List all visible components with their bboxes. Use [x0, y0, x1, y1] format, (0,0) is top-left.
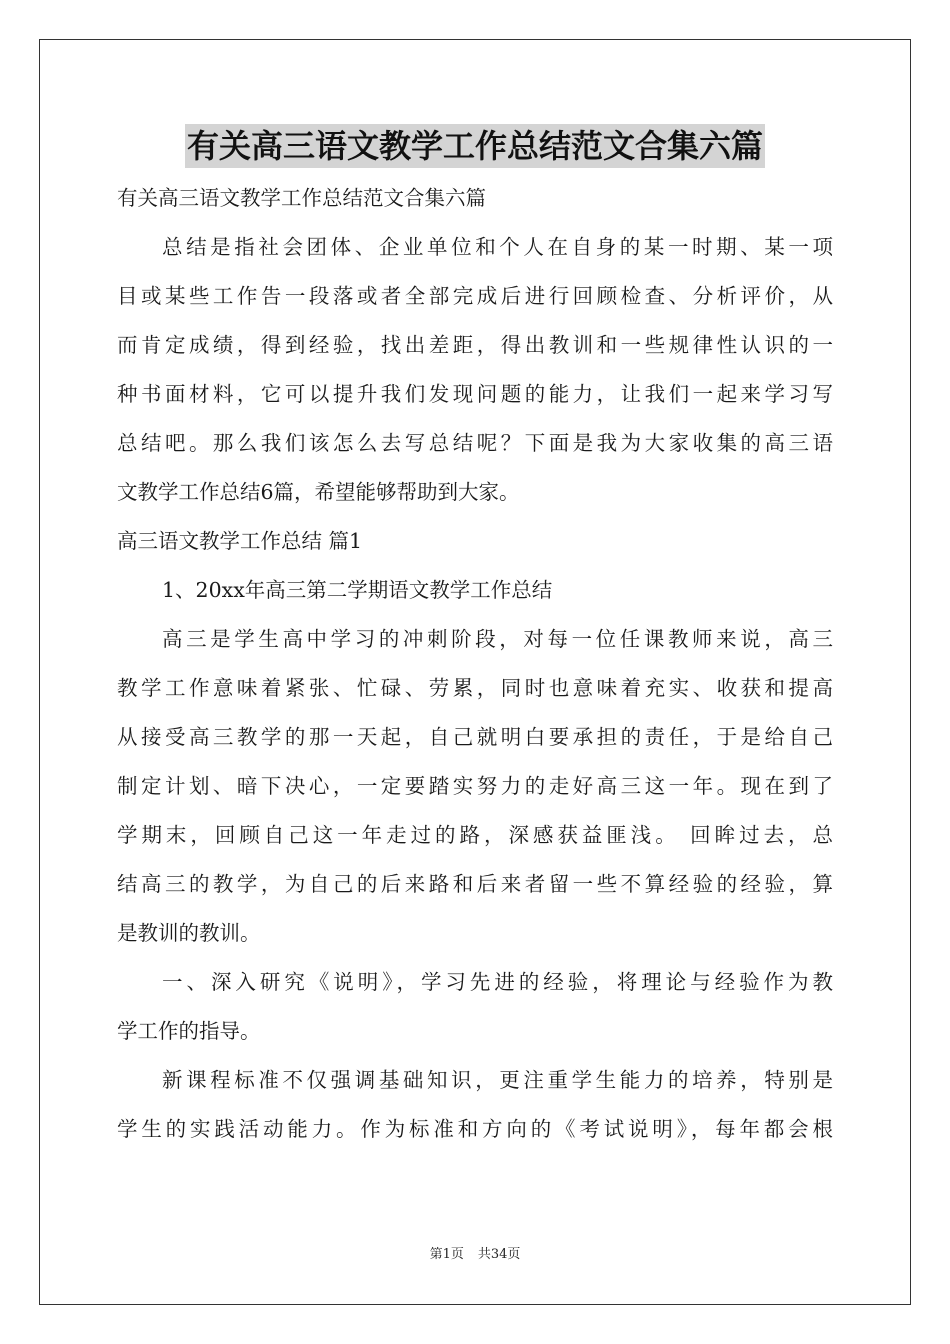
paragraph-line: 高三是学生高中学习的冲刺阶段，对每一位任课教师来说，高三 — [162, 627, 833, 651]
document-body — [117, 174, 833, 1154]
paragraph-line: 新课程标准不仅强调基础知识，更注重学生能力的培养，特别是 — [162, 1068, 833, 1092]
paragraph-line: 目或某些工作告一段落或者全部完成后进行回顾检查、分析评价，从 — [117, 284, 833, 308]
paragraph-line: 教学工作意味着紧张、忙碌、劳累，同时也意味着充实、收获和提高 — [117, 676, 833, 700]
paragraph-line: 从接受高三教学的那一天起，自己就明白要承担的责任，于是给自己 — [117, 725, 833, 749]
paragraph-line: 种书面材料，它可以提升我们发现问题的能力，让我们一起来学习写 — [117, 382, 833, 406]
title-wrap — [0, 124, 950, 168]
subtitle-line: 有关高三语文教学工作总结范文合集六篇 — [117, 186, 486, 210]
page-footer — [0, 1243, 950, 1262]
paragraph-line: 学生的实践活动能力。作为标准和方向的《考试说明》，每年都会根 — [117, 1117, 833, 1141]
sub-heading: 1、20xx年高三第二学期语文教学工作总结 — [162, 578, 553, 602]
paragraph-line: 总结是指社会团体、企业单位和个人在自身的某一时期、某一项 — [162, 235, 833, 259]
page-total: 共34页 — [477, 1247, 521, 1262]
paragraph-line: 学期末，回顾自己这一年走过的路，深感获益匪浅。 回眸过去，总 — [117, 823, 833, 847]
page-number: 第1页 — [429, 1247, 464, 1262]
paragraph-line: 学工作的指导。 — [117, 1019, 261, 1043]
paragraph-line: 总结吧。那么我们该怎么去写总结呢？下面是我为大家收集的高三语 — [117, 431, 833, 455]
paragraph-line: 结高三的教学，为自己的后来路和后来者留一些不算经验的经验，算 — [117, 872, 833, 896]
paragraph-line: 一、深入研究《说明》，学习先进的经验，将理论与经验作为教 — [162, 970, 833, 994]
paragraph-line: 文教学工作总结6篇，希望能够帮助到大家。 — [117, 480, 520, 504]
paragraph-line: 是教训的教训。 — [117, 921, 261, 945]
paragraph-line: 而肯定成绩，得到经验，找出差距，得出教训和一些规律性认识的一 — [117, 333, 833, 357]
section-heading: 高三语文教学工作总结 篇1 — [117, 529, 363, 553]
document-title: 有关高三语文教学工作总结范文合集六篇 — [185, 124, 765, 168]
paragraph-line: 制定计划、暗下决心，一定要踏实努力的走好高三这一年。现在到了 — [117, 774, 833, 798]
